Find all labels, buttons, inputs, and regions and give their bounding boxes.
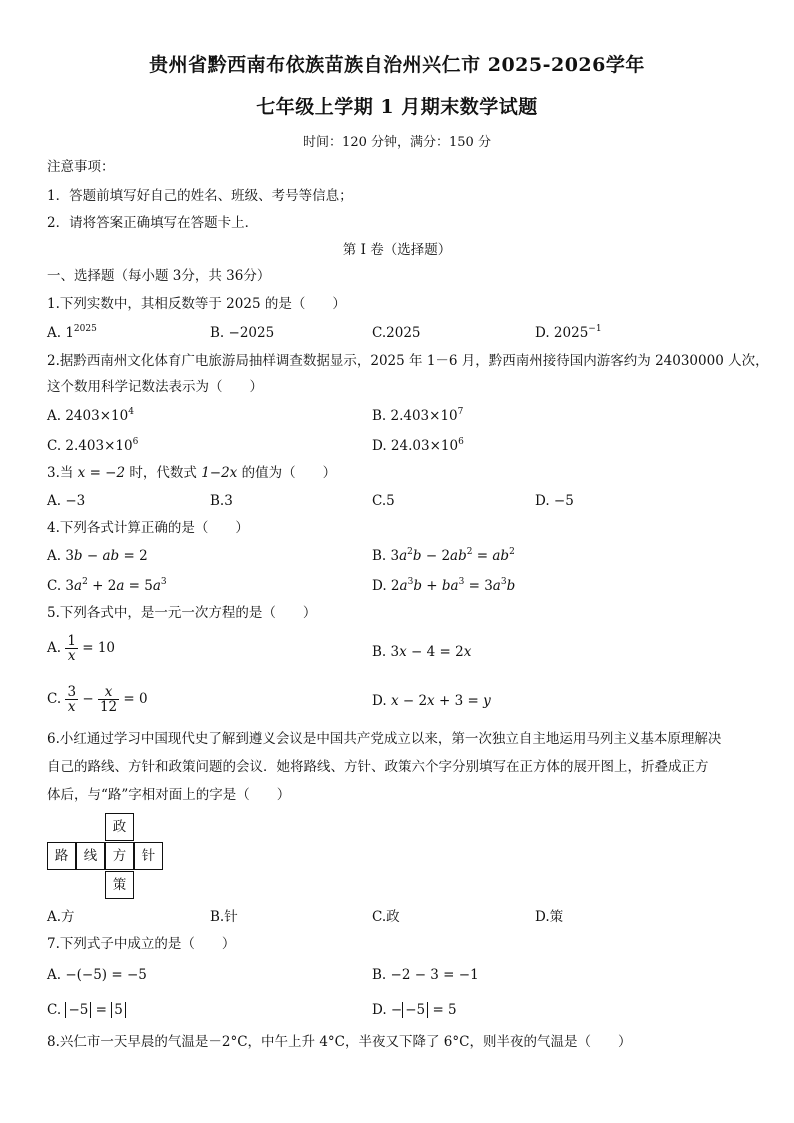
q1-option-c: C.2025 (372, 325, 421, 341)
q1-option-a: A. $1^{2025}$ (47, 324, 97, 341)
note-item-2: 2．请将答案正确填写在答题卡上． (47, 215, 259, 231)
section-title: 一、选择题（每小题 3分，共 36分） (47, 268, 271, 284)
q5-option-d: D. x − 2x + 3 = y (372, 693, 491, 709)
q7-option-b: B. −2 − 3 = −1 (372, 967, 479, 983)
q7-stem: 7.下列式子中成立的是（ ） (47, 936, 236, 952)
q4-option-a: A. 3b − ab = 2 (47, 548, 148, 564)
notes-heading: 注意事项： (47, 159, 115, 175)
net-cell-bottom: 策 (105, 871, 134, 899)
net-cell-right: 针 (134, 842, 163, 870)
q1-stem: 1.下列实数中，其相反数等于 2025 的是（ ） (47, 296, 346, 312)
q2-option-a: A. $2403\times 10^4$ (47, 407, 134, 424)
q4-option-d: D. $2a^3b + ba^3 = 3a^3b$ (372, 577, 516, 594)
q4-stem: 4.下列各式计算正确的是（ ） (47, 520, 249, 536)
q5-stem: 5.下列各式中，是一元一次方程的是（ ） (47, 605, 317, 621)
q3-option-c: C.5 (372, 493, 395, 509)
q3-option-a: A. −3 (47, 493, 86, 509)
q4-option-c: C. $3a^2 + 2a = 5a^3$ (47, 577, 167, 594)
q1-option-b: B. −2025 (210, 325, 275, 341)
net-cell-left1: 路 (47, 842, 76, 870)
q6-stem-line3: 体后，与“路”字相对面上的字是（ ） (47, 787, 291, 803)
q8-stem: 8.兴仁市一天早晨的气温是－2°C，中午上升 4°C，半夜又下降了 6°C，则半夜的气温是（ ） (47, 1034, 632, 1050)
q2-stem-line2: 这个数用科学记数法表示为（ ） (47, 379, 263, 395)
q6-stem-line2: 自己的路线、方针和政策问题的会议．她将路线、方针、政策六个字分别填写在正方体的展开图上，折叠成正方 (47, 759, 709, 775)
q7-option-a: A. −(−5) = −5 (47, 967, 147, 983)
q3-option-d: D. −5 (535, 493, 574, 509)
q7-option-c: C. −5 = 5 (47, 1001, 126, 1019)
q7-option-d: D. − −5 = 5 (372, 1002, 457, 1018)
net-cell-top: 政 (105, 813, 134, 841)
q2-option-b: B. $2.403\times 10^7$ (372, 407, 464, 424)
q6-option-c: C.政 (372, 909, 400, 925)
q3-stem: 3.当 x = −2 时，代数式 1−2x 的值为（ ） (47, 465, 337, 481)
q2-option-c: C. $2.403\times 10^6$ (47, 437, 139, 454)
q6-stem-line1: 6.小红通过学习中国现代史了解到遵义会议是中国共产党成立以来，第一次独立自主地运用马列主义基本原理解决 (47, 731, 722, 747)
q6-option-a: A.方 (47, 909, 75, 925)
q2-option-d: D. $24.03\times 10^6$ (372, 437, 464, 454)
q4-option-b: B. $3a^2b - 2ab^2 = ab^2$ (372, 547, 515, 564)
exam-title-line2: 七年级上学期 1 月期末数学试题 (256, 96, 538, 118)
cube-net-diagram (47, 813, 165, 899)
note-item-1: 1．答题前填写好自己的姓名、班级、考号等信息； (47, 188, 353, 204)
q1-option-d: D. $2025^{-1}$ (535, 324, 602, 341)
net-cell-center: 方 (105, 842, 134, 870)
part1-title: 第 I 卷（选择题） (342, 242, 452, 258)
q5-option-a: A. $\frac{1}{x}$ = 10 (47, 633, 116, 664)
q6-option-d: D.策 (535, 909, 564, 925)
q6-option-b: B.针 (210, 909, 238, 925)
q5-option-c: C. $\frac{3}{x}$ − $\frac{x}{12}$ = 0 (47, 684, 148, 715)
net-cell-left2: 线 (76, 842, 105, 870)
exam-title-line1: 贵州省黔西南布依族苗族自治州兴仁市 2025-2026学年 (149, 54, 645, 76)
q5-option-b: B. 3x − 4 = 2x (372, 644, 472, 660)
q2-stem-line1: 2.据黔西南州文化体育广电旅游局抽样调查数据显示，2025 年 1－6 月，黔西南州接待国内游客约为 24030000 人次， (47, 353, 769, 369)
q3-option-b: B.3 (210, 493, 233, 509)
time-info: 时间：120 分钟，满分：150 分 (303, 135, 491, 150)
